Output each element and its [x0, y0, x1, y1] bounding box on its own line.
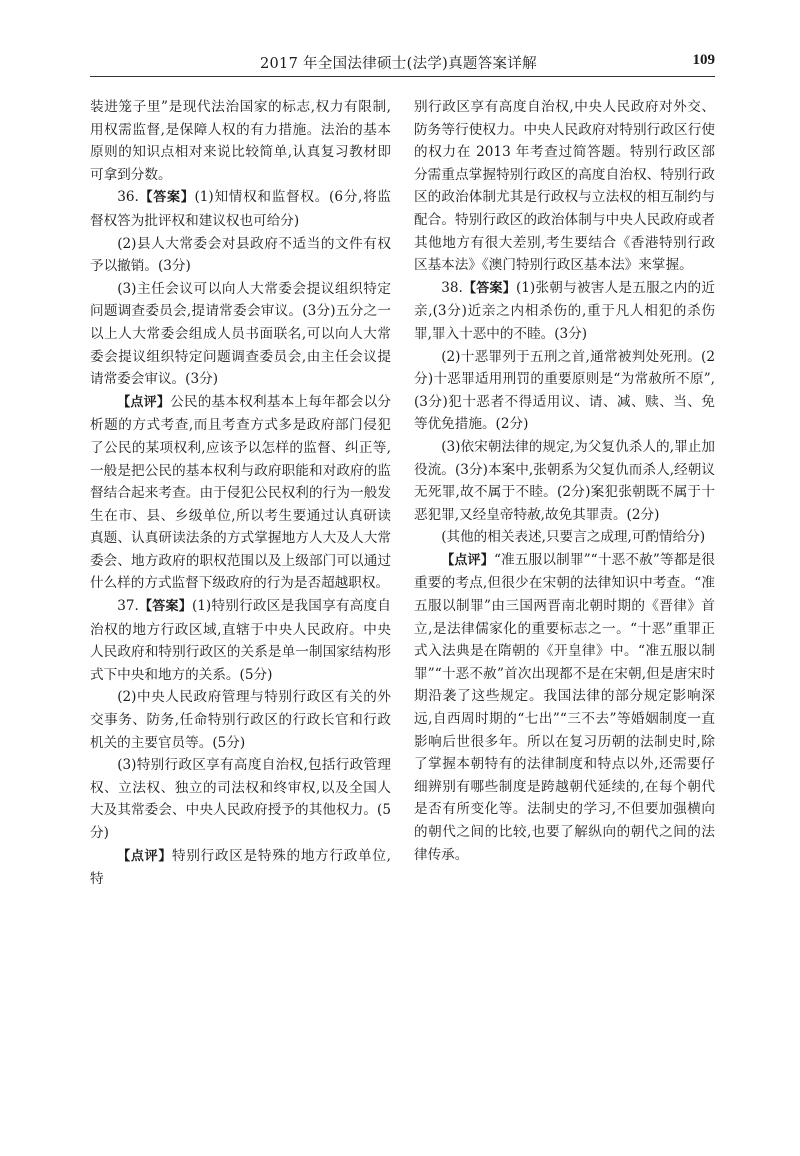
- review-tag: 【点评】: [441, 552, 494, 568]
- review-text: 公民的基本权利基本上每年都会以分析题的方式考查,而且考查方式多是政府部门侵犯了公民的某项权利,应该予以怎样的监督、纠正等,一般是把公民的基本权利与政府职能和对政府的监督结合起来考查。由于侵犯公民权利的行为一般发生在市、县、乡级单位,所以考生要通过认真研读真题、认真研读法条的方式掌握地方人大及人大常委会、地方政府的职权范围以及上级部门可以通过什么样的方式监督下级政府的行为是否超越职权。: [90, 393, 391, 592]
- question-number: 37.: [117, 598, 139, 615]
- answer-38-item-1: [414, 277, 715, 346]
- right-column: [414, 96, 715, 866]
- answer-tag: 【答案】: [138, 599, 192, 615]
- page-number: 109: [692, 52, 715, 68]
- answer-text: (1)张朝与被害人是五服之内的近亲,(3分)近亲之内相杀伤的,重于凡人相犯的杀伤罪,罪入十恶中的不睦。(3分): [414, 279, 715, 342]
- answer-36-item-2: (2)县人大常委会对县政府不适当的文件有权予以撤销。(3分): [90, 235, 391, 275]
- answer-tag: 【答案】: [462, 280, 516, 296]
- answer-text: (1)知情权和监督权。(6分,将监督权答为批评权和建议权也可给分): [90, 189, 391, 229]
- question-number: 36.: [117, 189, 139, 206]
- answer-text: (1)特别行政区是我国享有高度自治权的地方行政区域,直辖于中央人民政府。中央人民政府和特别行政区的关系是单一制国家结构形式下中央和地方的关系。(5分): [90, 598, 391, 683]
- continued-paragraph: 装进笼子里”是现代法治国家的标志,权力有限制,用权需监督,是保障人权的有力措施。法治的基本原则的知识点相对来说比较简单,认真复习教材即可拿到分数。: [90, 99, 391, 183]
- grading-note: (其他的相关表述,只要言之成理,可酌情给分): [441, 529, 706, 546]
- question-number: 38.: [441, 279, 463, 296]
- answer-37-item-1: [90, 595, 391, 686]
- review-text: 特别行政区是特殊的地方行政单位,特: [90, 847, 391, 888]
- answer-36-item-3: (3)主任会议可以向人大常委会提议组织特定问题调查委员会,提请常委会审议。(3分)五分之一以上人大常委会组成人员书面联名,可以向人大常委会提议组织特定问题调查委员会,由主任会议提请常委会审议。(3分): [90, 280, 391, 388]
- running-title: 2017 年全国法律硕士(法学)真题答案详解: [260, 56, 537, 72]
- review-37-continued: 别行政区享有高度自治权,中央人民政府对外交、防务等行使权力。中央人民政府对特别行政区行使的权力在 2013 年考查过简答题。特别行政区部分需重点掌握特别行政区的高度自治权、特别行政区的政治体制尤其是行政权与立法权的相互制约与配合。特别行政区的政治体制与中央人民政府或者其他地方有很大差别,考生要结合《香港特别行政区基本法》《澳门特别行政区基本法》来掌握。: [414, 99, 715, 274]
- answer-37-item-2: (2)中央人民政府管理与特别行政区有关的外交事务、防务,任命特别行政区的行政长官和行政机关的主要官员等。(5分): [90, 689, 391, 751]
- review-37: [90, 845, 391, 891]
- left-column: [90, 96, 391, 891]
- review-tag: 【点评】: [117, 394, 171, 410]
- page-header: [90, 52, 715, 78]
- answer-tag: 【答案】: [138, 190, 195, 206]
- answer-37-item-3: (3)特别行政区享有高度自治权,包括行政管理权、立法权、独立的司法权和终审权,以及全国人大及其常委会、中央人民政府授予的其他权力。(5分): [90, 757, 391, 841]
- review-38: [414, 549, 715, 866]
- answer-36-item-1: [90, 186, 391, 232]
- answer-38-item-2: (2)十恶罪列于五刑之首,通常被判处死刑。(2分)十恶罪适用刑罚的重要原则是“为常赦所不原”,(3分)犯十恶者不得适用议、请、减、赎、当、免等优免措施。(2分): [414, 348, 715, 433]
- review-text: “准五服以制罪”“十恶不赦”等都是很重要的考点,但很少在宋朝的法律知识中考查。“准五服以制罪”由三国两晋南北朝时期的《晋律》首立,是法律儒家化的重要标志之一。“十恶”重罪正式入法典是在隋朝的《开皇律》中。“准五服以制罪”“十恶不赦”首次出现都不是在宋朝,但是唐宋时期沿袭了这些规定。我国法律的部分规定影响深远,自西周时期的“七出”“三不去”等婚姻制度一直影响后世很多年。所以在复习历朝的法制史时,除了掌握本朝特有的法律制度和特点以外,还需要仔细辨别有哪些制度是跨越朝代延续的,在每个朝代是否有所变化等。法制史的学习,不但要加强横向的朝代之间的比较,也要了解纵向的朝代之间的法律传承。: [414, 551, 715, 863]
- review-tag: 【点评】: [117, 848, 173, 864]
- header-rule: [90, 76, 715, 77]
- review-36: [90, 391, 391, 595]
- answer-38-item-3: (3)依宋朝法律的规定,为父复仇杀人的,罪止加役流。(3分)本案中,张朝系为父复仇而杀人,经朝议无死罪,故不属于不睦。(2分)案犯张朝既不属于十恶犯罪,又经皇帝特赦,故免其罪责。(2分): [414, 438, 715, 523]
